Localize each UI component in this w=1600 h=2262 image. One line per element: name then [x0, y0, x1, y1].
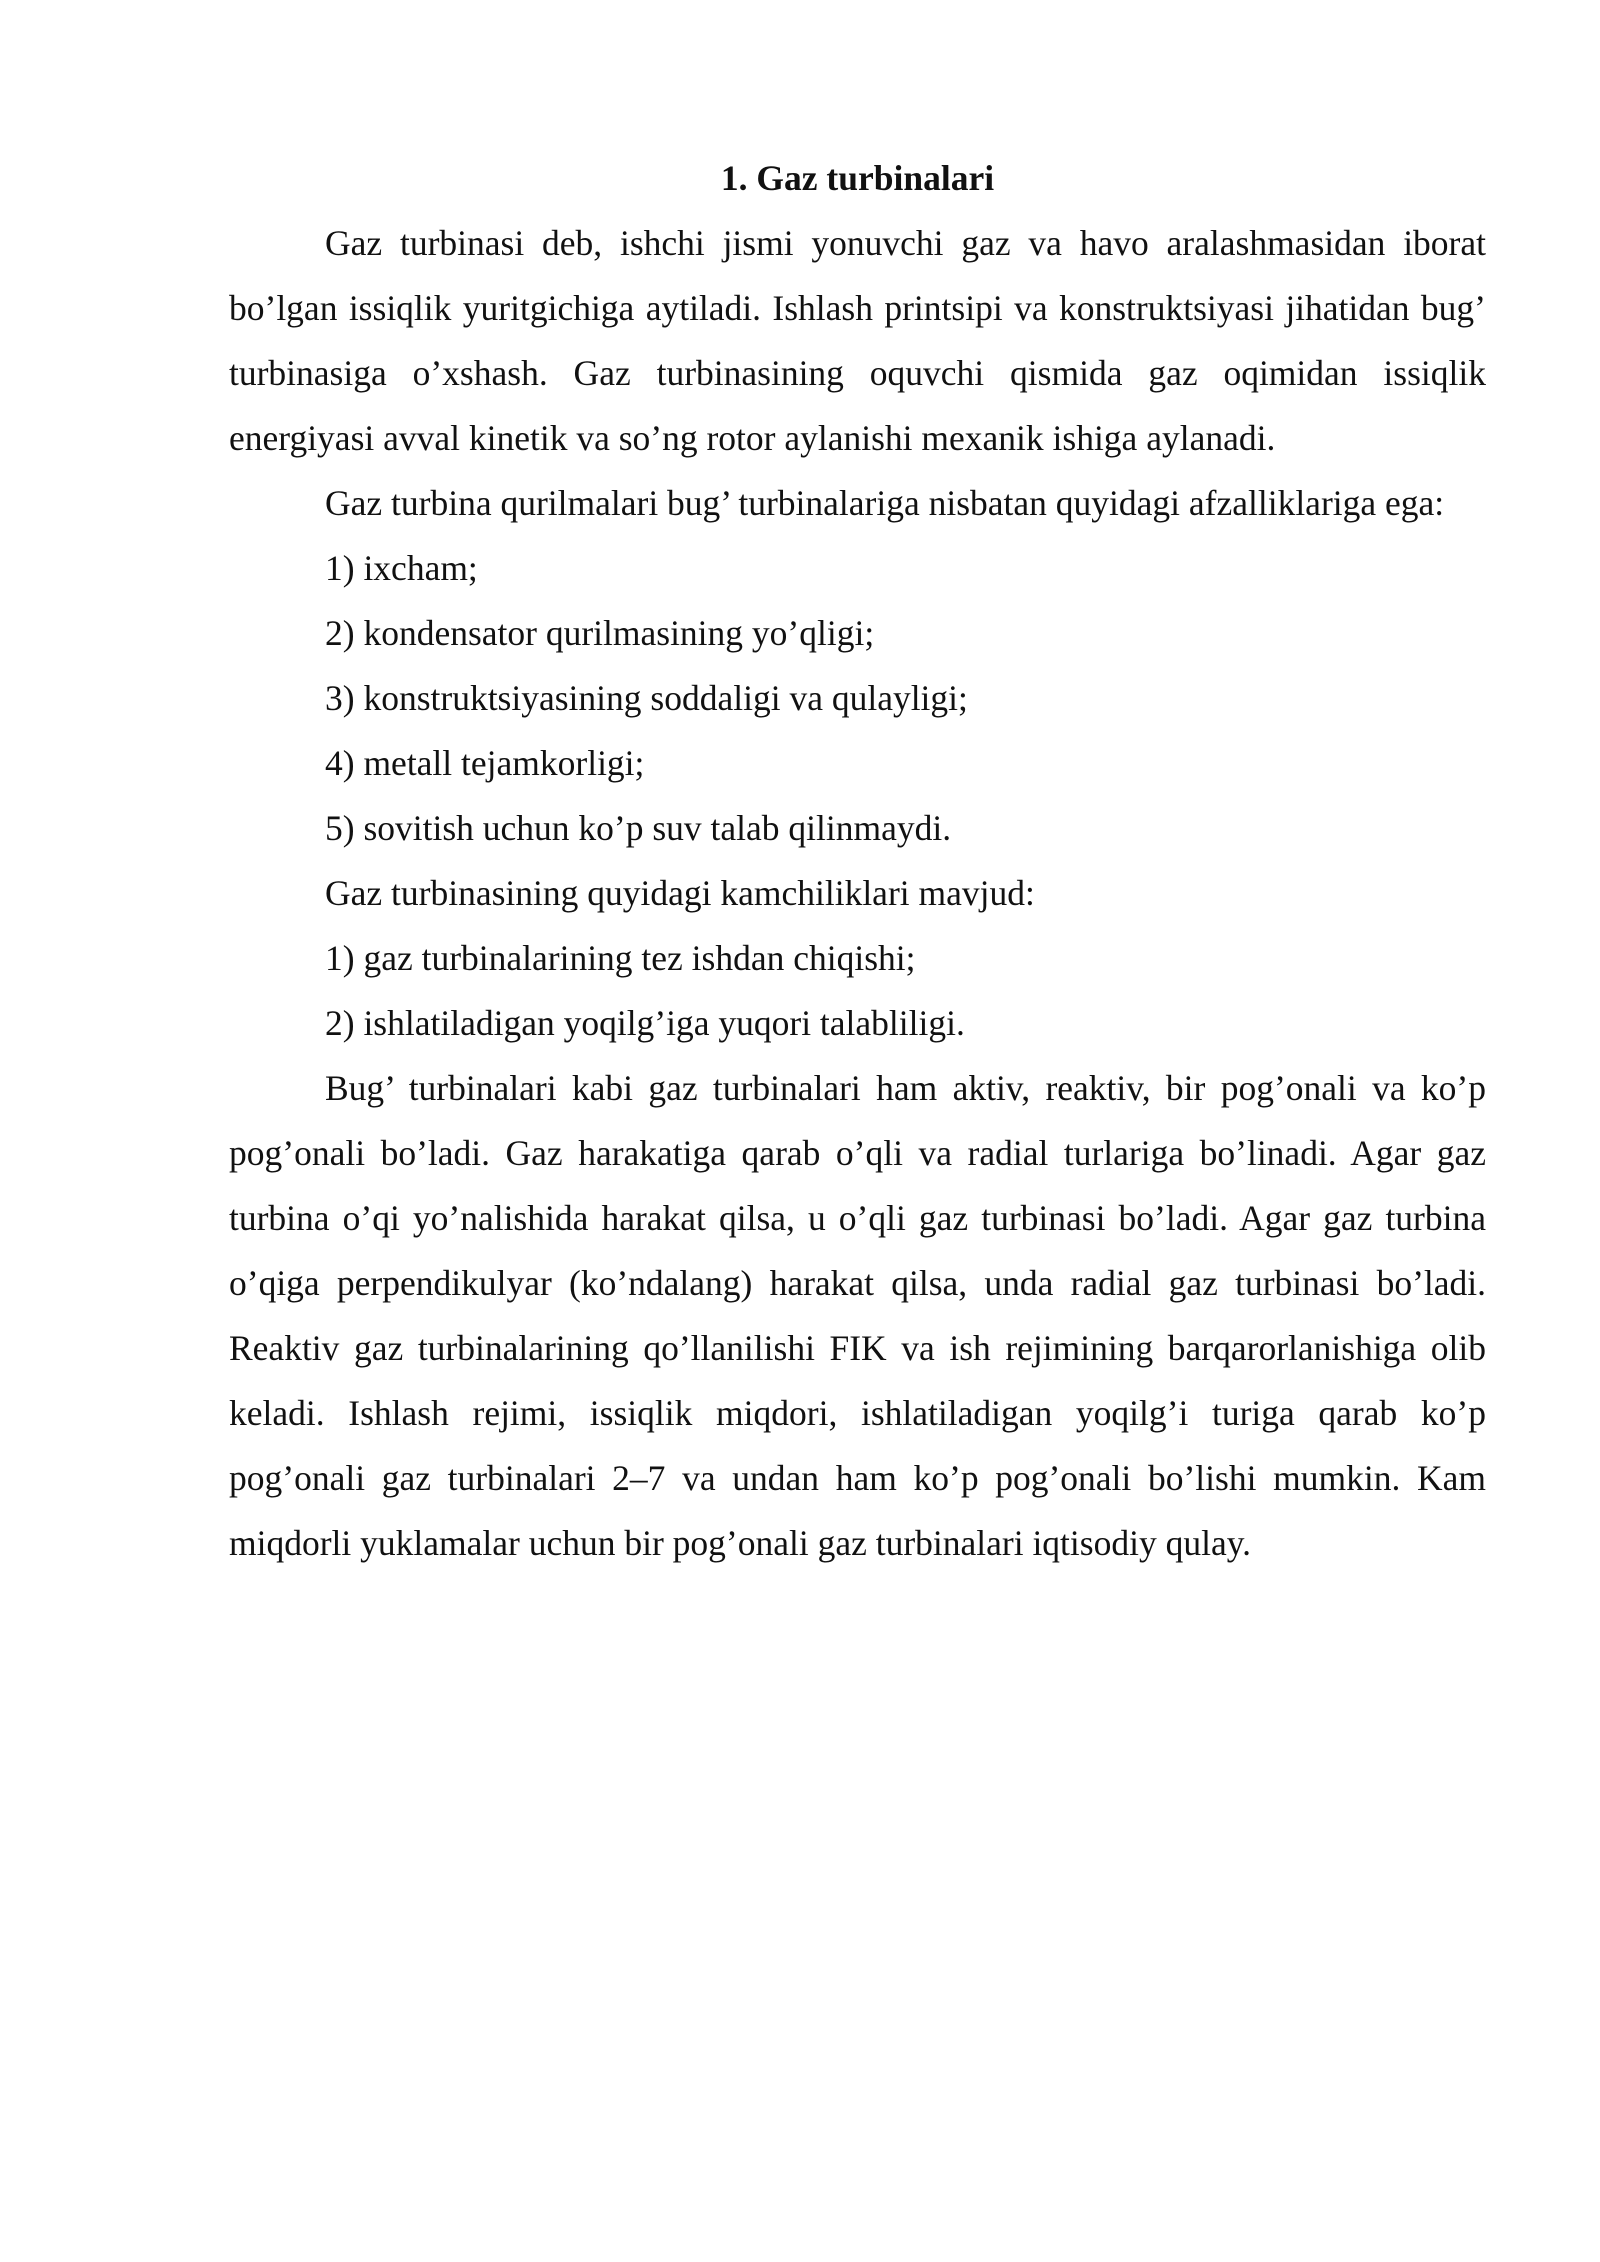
advantages-intro-paragraph: Gaz turbina qurilmalari bug’ turbinalariga nisbatan quyidagi afzalliklariga ega: [325, 483, 1445, 523]
intro-paragraph: Gaz turbinasi deb, ishchi jismi yonuvchi gaz va havo aralashmasidan iborat bo’lgan issiqlik yuritgichiga aytiladi. Ishlash printsipi va konstruktsiyasi jihatidan bug’ turbinasiga o’xshash. Gaz turbinasining oquvchi qismida gaz oqimidan issiqlik energiyasi avval kinetik va so’ng rotor aylanishi mexanik ishiga aylanadi. [229, 223, 1486, 458]
list-item: 5) sovitish uchun ko’p suv talab qilinmaydi. [325, 808, 952, 848]
list-item: 1) gaz turbinalarining tez ishdan chiqishi; [325, 938, 916, 978]
page-content [229, 146, 1486, 1576]
final-paragraph: Bug’ turbinalari kabi gaz turbinalari ham aktiv, reaktiv, bir pog’onali va ko’p pog’onali bo’ladi. Gaz harakatiga qarab o’qli va radial turlariga bo’linadi. Agar gaz turbina o’qi yo’nalishida harakat qilsa, u o’qli gaz turbinasi bo’ladi. Agar gaz turbina o’qiga perpendikulyar (ko’ndalang) harakat qilsa, unda radial gaz turbinasi bo’ladi. Reaktiv gaz turbinalarining qo’llanilishi FIK va ish rejimining barqarorlanishiga olib keladi. Ishlash rejimi, issiqlik miqdori, ishlatiladigan yoqilg’i turiga qarab ko’p pog’onali gaz turbinalari 2–7 va undan ham ko’p pog’onali bo’lishi mumkin. Kam miqdorli yuklamalar uchun bir pog’onali gaz turbinalari iqtisodiy qulay. [229, 1068, 1486, 1563]
list-item: 4) metall tejamkorligi; [325, 743, 645, 783]
disadvantages-intro-paragraph: Gaz turbinasining quyidagi kamchiliklari mavjud: [325, 873, 1035, 913]
disadvantages-list [229, 926, 1486, 1056]
list-item: 2) ishlatiladigan yoqilg’iga yuqori talabliligi. [325, 1003, 965, 1043]
section-heading: 1. Gaz turbinalari [720, 158, 995, 198]
advantages-list [229, 536, 1486, 861]
list-item: 2) kondensator qurilmasining yo’qligi; [325, 613, 875, 653]
list-item: 1) ixcham; [325, 548, 478, 588]
list-item: 3) konstruktsiyasining soddaligi va qulayligi; [325, 678, 968, 718]
